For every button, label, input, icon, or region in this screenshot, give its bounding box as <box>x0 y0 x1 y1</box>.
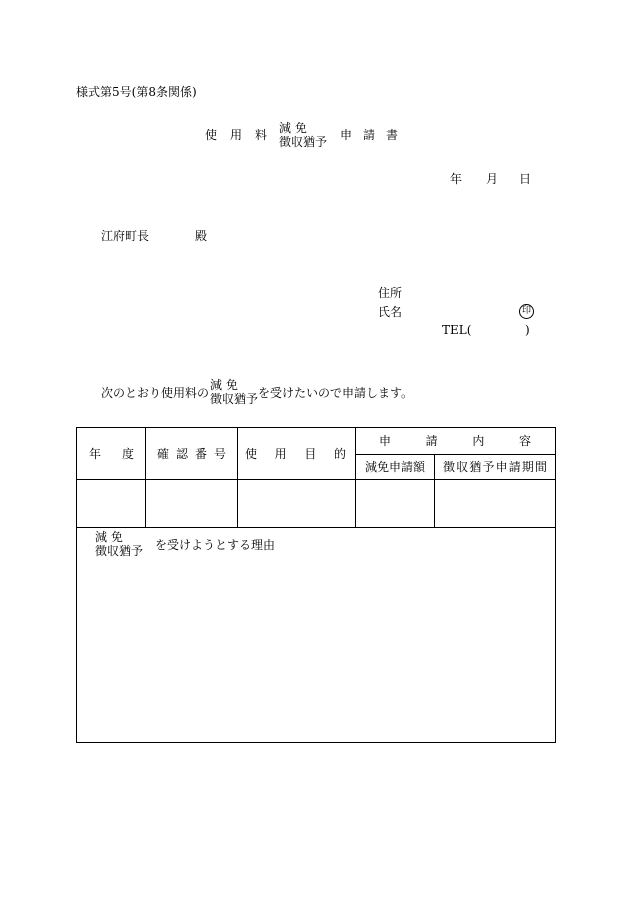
document-title <box>205 121 405 153</box>
statement-after: を受けたいので申請します。 <box>258 386 414 400</box>
title-stack-char: 免 <box>294 121 307 135</box>
header-char: 請 <box>508 460 521 474</box>
title-char: 使 <box>205 128 218 142</box>
header-char: 認 <box>175 447 188 461</box>
reason-stack-char: 免 <box>110 530 123 544</box>
title-char: 書 <box>385 128 398 142</box>
statement-stack-char: 減 <box>210 378 223 392</box>
header-char: 使 <box>245 447 258 461</box>
date-day: 日 <box>519 172 532 186</box>
seal-mark: 印 <box>519 304 534 319</box>
header-char: 収 <box>456 460 469 474</box>
application-table <box>76 427 556 743</box>
header-char: 番 <box>194 447 207 461</box>
date-line <box>450 173 530 187</box>
header-deferral-period <box>443 461 547 473</box>
header-char: 予 <box>482 460 495 474</box>
date-year: 年 <box>450 172 463 186</box>
header-char: 請 <box>425 434 438 448</box>
header-char: 号 <box>213 447 226 461</box>
title-char: 用 <box>229 128 242 142</box>
title-char: 請 <box>362 128 375 142</box>
reason-stack-char: 減 <box>95 530 108 544</box>
header-confirmation-number <box>157 448 226 460</box>
title-char: 料 <box>254 128 267 142</box>
header-application-content <box>379 435 531 447</box>
reason-stack <box>95 530 143 558</box>
header-char: 猶 <box>469 460 482 474</box>
header-char: 年 <box>89 447 102 461</box>
statement-stack <box>210 378 258 406</box>
title-stack-char: 減 <box>279 121 292 135</box>
header-char: 内 <box>472 434 485 448</box>
header-reduction-amount: 減免申請額 <box>365 460 426 474</box>
address-label: 住所 <box>378 286 403 300</box>
header-char: 確 <box>157 447 170 461</box>
entry-deferral-period-cell[interactable] <box>435 480 555 527</box>
statement-stack-bottom: 徴収猶予 <box>210 392 259 406</box>
header-char: 徴 <box>443 460 456 474</box>
name-label: 氏名 <box>378 305 403 319</box>
header-char: 容 <box>518 434 531 448</box>
header-char: 申 <box>379 434 392 448</box>
header-char: 用 <box>274 447 287 461</box>
title-char: 申 <box>340 128 353 142</box>
statement-stack-char: 免 <box>225 378 238 392</box>
date-month: 月 <box>486 172 499 186</box>
header-year <box>89 448 134 460</box>
statement-before: 次のとおり使用料の <box>101 386 210 400</box>
header-char: 申 <box>495 460 508 474</box>
header-char: 期 <box>521 460 534 474</box>
reason-stack-bottom: 徴収猶予 <box>95 544 144 558</box>
header-char: 間 <box>534 460 547 474</box>
reason-label: を受けようとする理由 <box>155 538 276 552</box>
form-number: 様式第5号(第8条関係) <box>76 85 197 99</box>
header-char: 度 <box>121 447 134 461</box>
tel-close: ) <box>525 323 530 337</box>
title-stack-bottom: 徴収猶予 <box>279 135 328 149</box>
entry-confirmation-number-cell[interactable] <box>146 480 237 527</box>
header-char: 目 <box>304 447 317 461</box>
tel-label: TEL( <box>442 323 472 337</box>
header-char: 的 <box>333 447 346 461</box>
addressee-name: 江府町長 <box>101 229 150 243</box>
header-purpose <box>245 448 346 460</box>
entry-reduction-amount-cell[interactable] <box>356 480 434 527</box>
reason-entry-area[interactable] <box>77 556 555 742</box>
entry-year-cell[interactable] <box>77 480 145 527</box>
addressee-honorific: 殿 <box>195 229 208 243</box>
entry-purpose-cell[interactable] <box>238 480 355 527</box>
